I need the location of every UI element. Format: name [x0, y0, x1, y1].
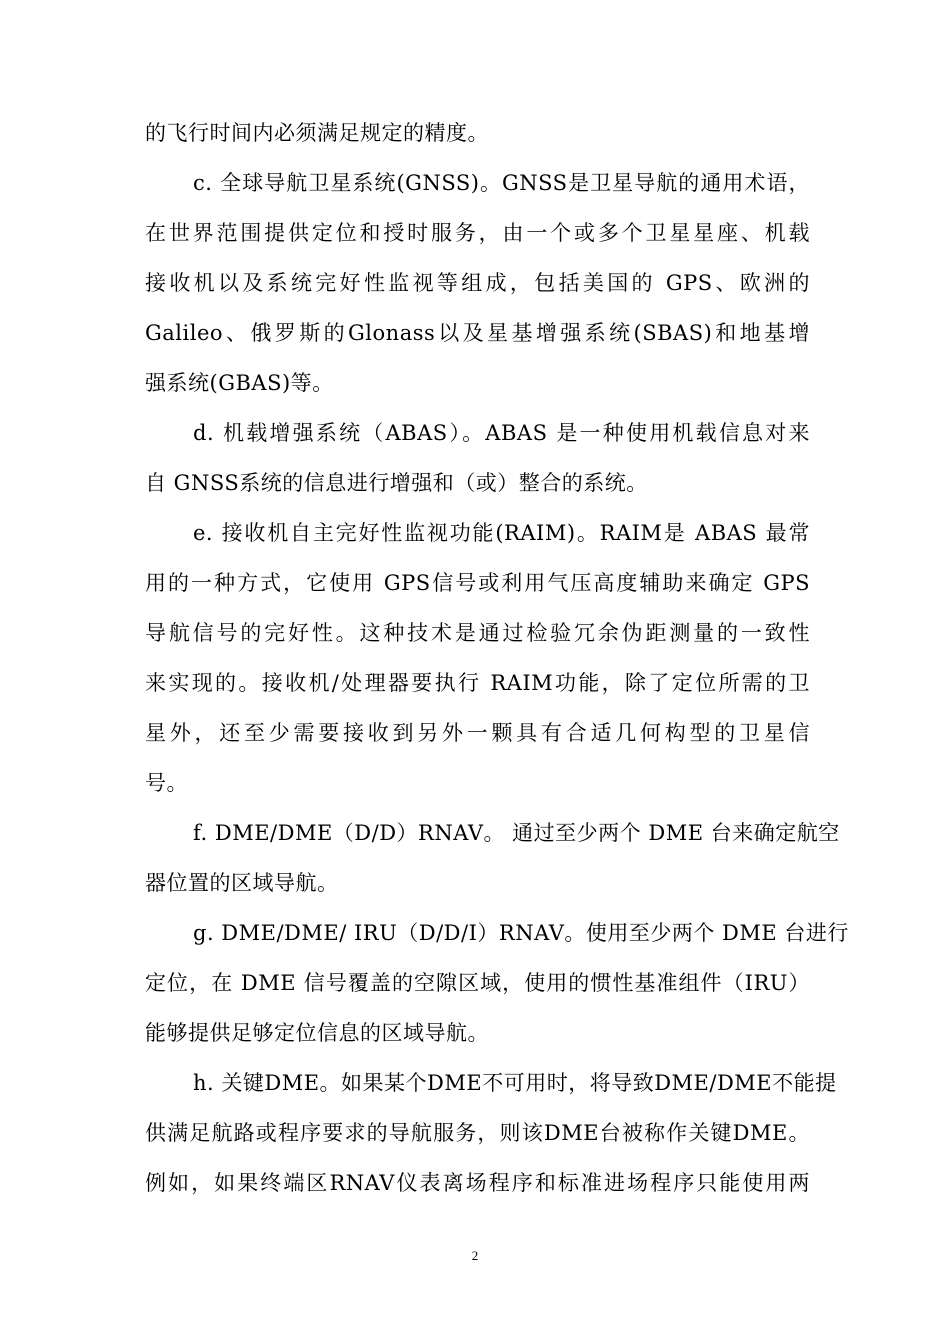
text-line: 例如，如果终端区RNAV仪表离场程序和标准进场程序只能使用两: [145, 1171, 810, 1195]
text-line: e. 接收机自主完好性监视功能(RAIM)。RAIM是 ABAS 最常: [193, 521, 810, 545]
paragraph-g-dme-dme-iru: [145, 908, 849, 1058]
text-line: 在世界范围提供定位和授时服务，由一个或多个卫星星座、机载: [145, 221, 810, 245]
text-line: d. 机载增强系统（ABAS）。ABAS 是一种使用机载信息对来: [193, 421, 810, 445]
text-line: 号。: [145, 771, 188, 795]
text-line: 的飞行时间内必须满足规定的精度。: [145, 121, 489, 145]
text-line: c. 全球导航卫星系统(GNSS)。GNSS是卫星导航的通用术语，: [193, 171, 810, 195]
document-body: [145, 108, 849, 1208]
text-line: 导航信号的完好性。这种技术是通过检验冗余伪距测量的一致性: [145, 621, 810, 645]
text-line: f. DME/DME（D/D）RNAV。 通过至少两个 DME 台来确定航空: [193, 821, 840, 845]
text-line: Galileo、俄罗斯的Glonass以及星基增强系统(SBAS)和地基增: [145, 321, 810, 345]
paragraph-h-critical-dme: [145, 1058, 837, 1208]
text-line: g. DME/DME/ IRU（D/D/I）RNAV。使用至少两个 DME 台进行: [193, 921, 849, 945]
text-line: 供满足航路或程序要求的导航服务，则该DME台被称作关键DME。: [145, 1121, 810, 1145]
text-line: 来实现的。接收机/处理器要执行 RAIM功能，除了定位所需的卫: [145, 671, 810, 695]
paragraph-d-abas: [145, 408, 810, 508]
text-line: 自 GNSS系统的信息进行增强和（或）整合的系统。: [145, 471, 648, 495]
text-line: 星外，还至少需要接收到另外一颗具有合适几何构型的卫星信: [145, 721, 810, 745]
text-line: 用的一种方式，它使用 GPS信号或利用气压高度辅助来确定 GPS: [145, 571, 810, 595]
text-line: h. 关键DME。如果某个DME不可用时，将导致DME/DME不能提: [193, 1071, 837, 1095]
paragraph-intro-tail: [145, 108, 810, 158]
page-number: 2: [471, 1248, 479, 1263]
paragraph-f-dme-dme: [145, 808, 840, 908]
text-line: 器位置的区域导航。: [145, 871, 339, 895]
paragraph-e-raim: [145, 508, 810, 808]
text-line: 接收机以及系统完好性监视等组成，包括美国的 GPS、欧洲的: [145, 271, 810, 295]
text-line: 强系统(GBAS)等。: [145, 371, 334, 395]
paragraph-c-gnss: [145, 158, 810, 408]
text-line: 能够提供足够定位信息的区域导航。: [145, 1021, 489, 1045]
text-line: 定位，在 DME 信号覆盖的空隙区域，使用的惯性基准组件（IRU）: [145, 971, 810, 995]
